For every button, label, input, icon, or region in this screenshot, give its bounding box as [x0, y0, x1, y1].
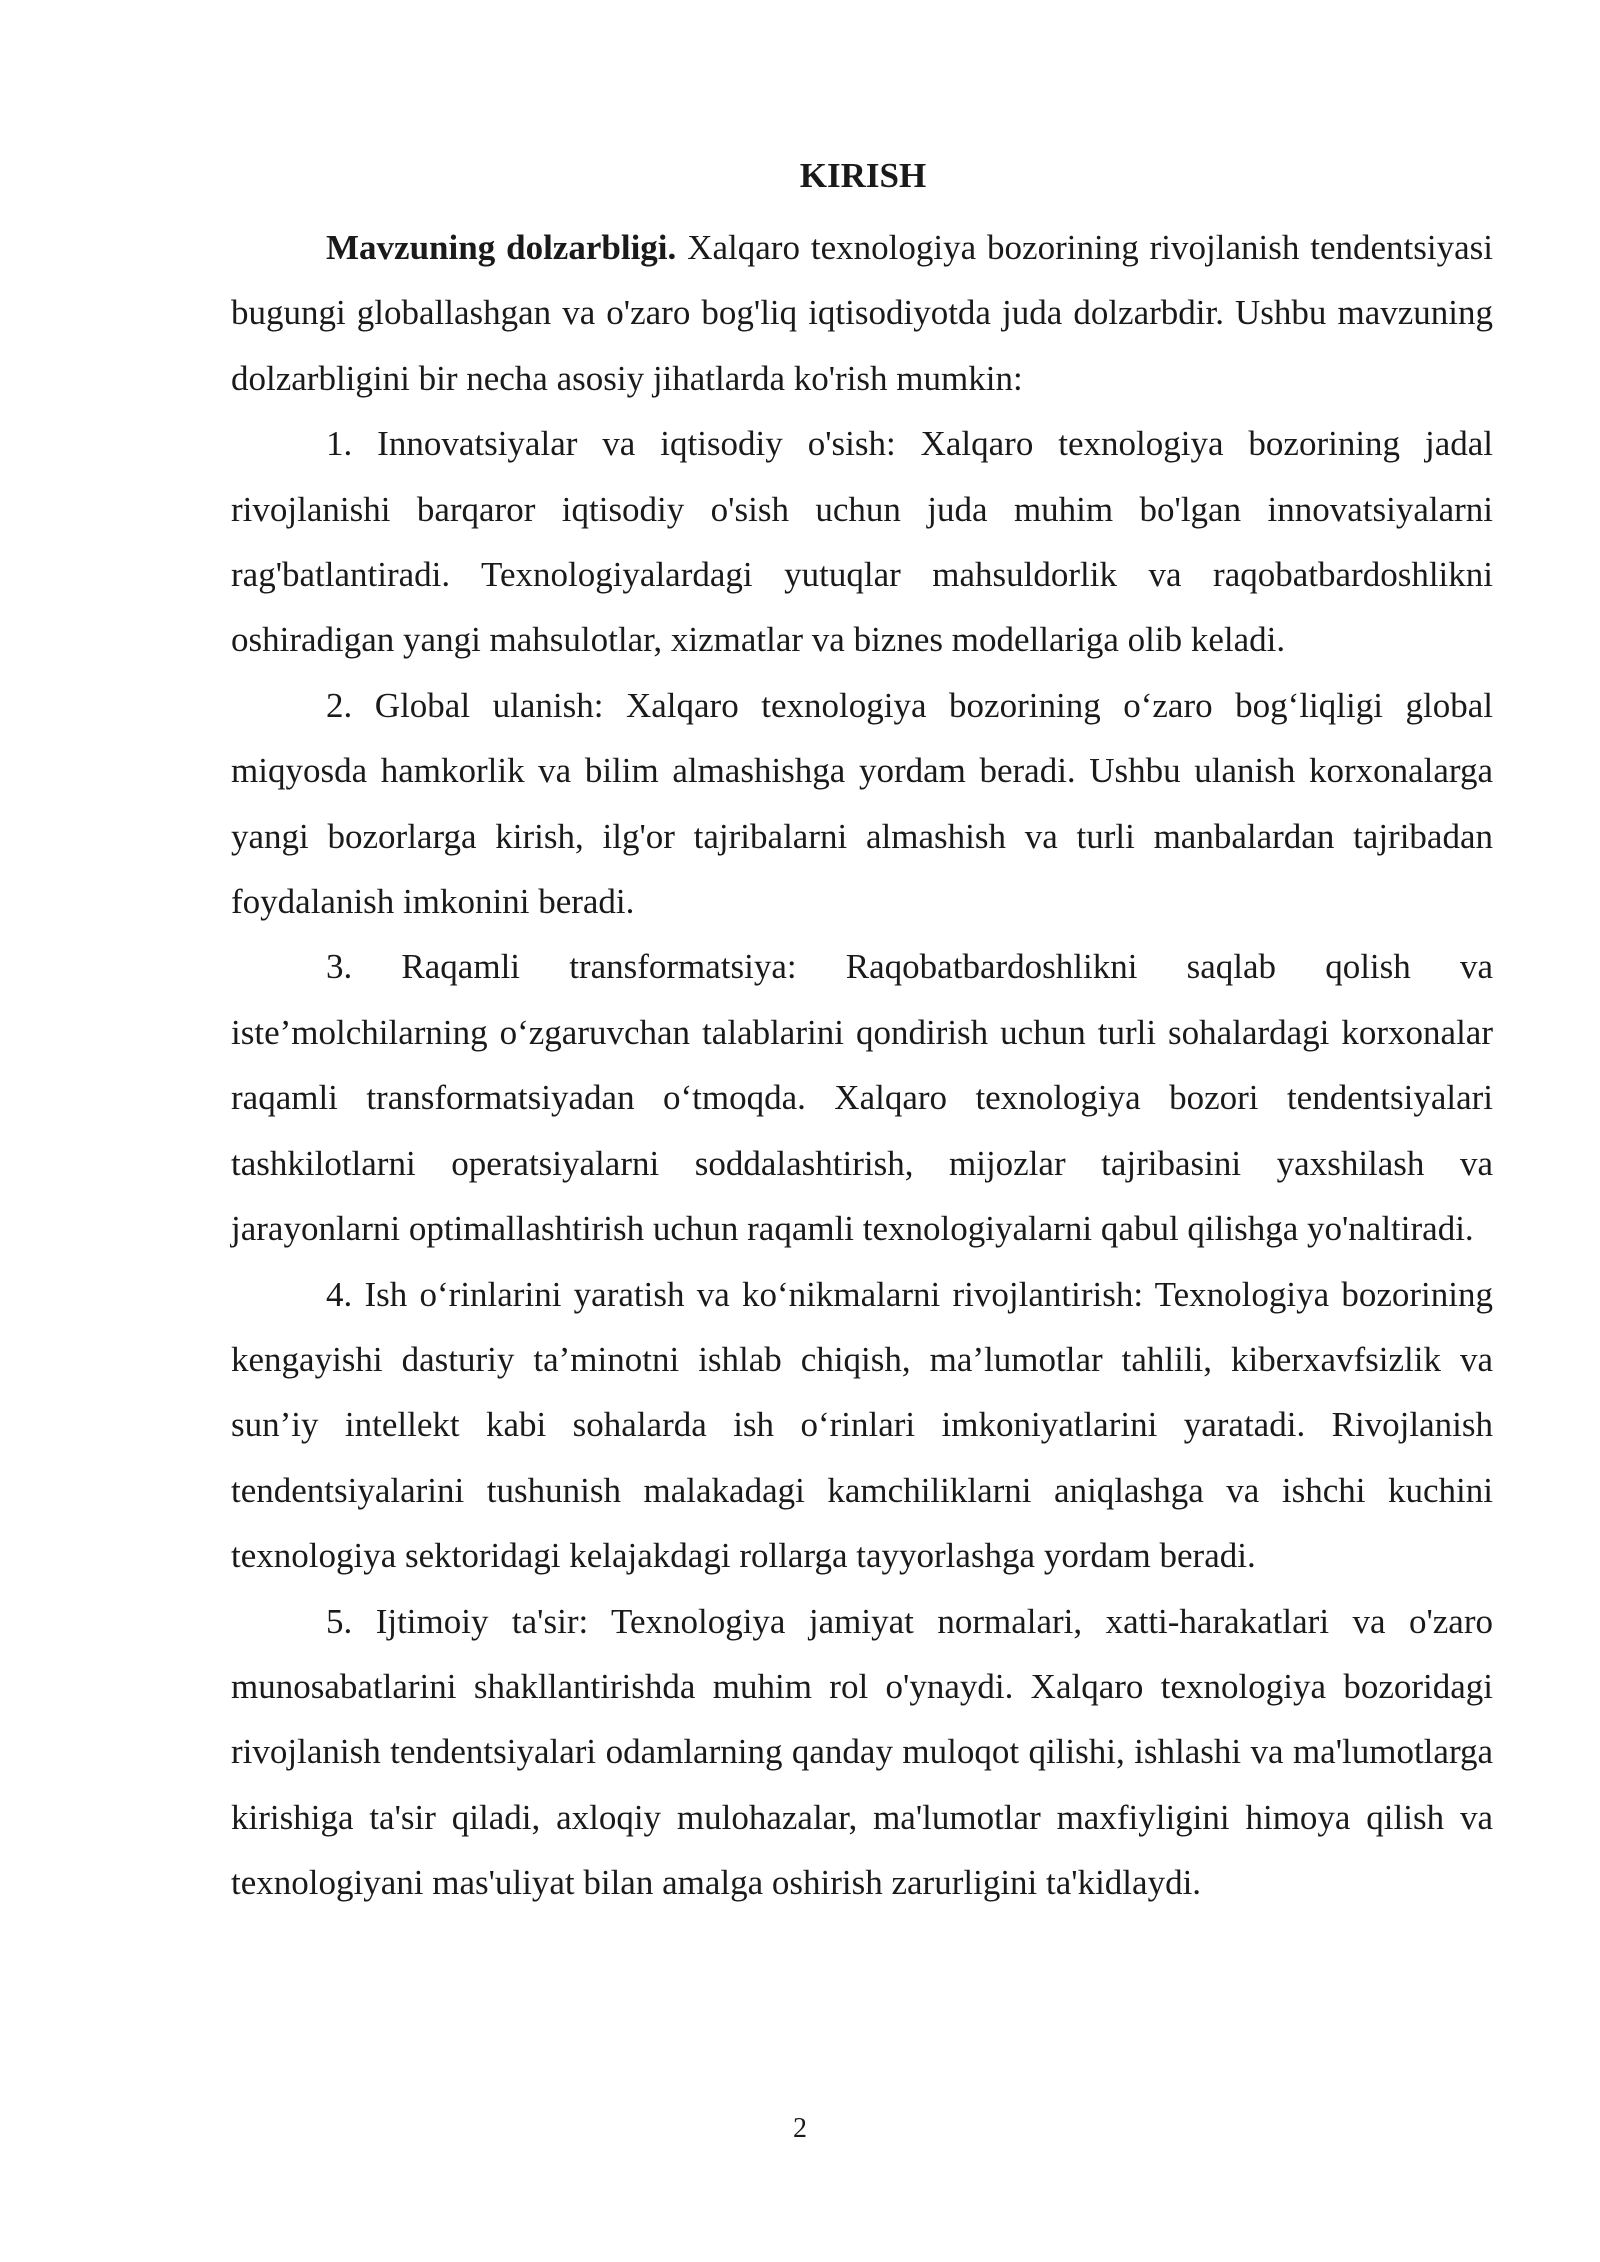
list-item-1: 1. Innovatsiyalar va iqtisodiy o'sish: Xalqaro texnologiya bozorining jadal rivojlanishi barqaror iqtisodiy o'sish uchun juda muhim bo'lgan innovatsiyalarni rag'batlantiradi. Texnologiyalardagi yutuqlar mahsuldorlik va raqobatbardoshlikni oshiradigan yangi mahsulotlar, xizmatlar va biznes modellariga olib keladi. [231, 424, 1493, 660]
page-title: KIRISH [799, 156, 927, 195]
list-item-4: 4. Ish o‘rinlarini yaratish va ko‘nikmalarni rivojlantirish: Texnologiya bozorining kengayishi dasturiy ta’minotni ishlab chiqish, ma’lumotlar tahlili, kiberxavfsizlik va sun’iy intellekt kabi sohalarda ish o‘rinlari imkoniyatlarini yaratadi. Rivojlanish tendentsiyalarini tushunish malakadagi kamchiliklarni aniqlashga va ishchi kuchini texnologiya sektoridagi kelajakdagi rollarga tayyorlashga yordam beradi. [231, 1274, 1493, 1576]
list-item-5: 5. Ijtimoiy ta'sir: Texnologiya jamiyat normalari, xatti-harakatlari va o'zaro munosabatlarini shakllantirishda muhim rol o'ynaydi. Xalqaro texnologiya bozoridagi rivojlanish tendentsiyalari odamlarning qanday muloqot qilishi, ishlashi va ma'lumotlarga kirishiga ta'sir qiladi, axloqiy mulohazalar, ma'lumotlar maxfiyligini himoya qilish va texnologiyani mas'uliyat bilan amalga oshirish zarurligini ta'kidlaydi. [231, 1601, 1493, 1903]
intro-lead: Mavzuning dolzarbligi. [326, 228, 677, 267]
intro-text: Xalqaro texnologiya bozorining rivojlanish tendentsiyasi bugungi globallashgan va o'zaro bog'liq iqtisodiyotda juda dolzarbdir. Ushbu mavzuning dolzarbligini bir necha asosiy jihatlarda ko'rish mumkin: [231, 228, 1494, 398]
intro-paragraph [231, 215, 1493, 411]
list-item-3: 3. Raqamli transformatsiya: Raqobatbardoshlikni saqlab qolish va iste’molchilarning o‘zgaruvchan talablarini qondirish uchun turli sohalardagi korxonalar raqamli transformatsiyadan o‘tmoqda. Xalqaro texnologiya bozori tendentsiyalari tashkilotlarni operatsiyalarni soddalashtirish, mijozlar tajribasini yaxshilash va jarayonlarni optimallashtirish uchun raqamli texnologiyalarni qabul qilishga yo'naltiradi. [231, 947, 1493, 1249]
list-item-2: 2. Global ulanish: Xalqaro texnologiya bozorining o‘zaro bog‘liqligi global miqyosda hamkorlik va bilim almashishga yordam beradi. Ushbu ulanish korxonalarga yangi bozorlarga kirish, ilg'or tajribalarni almashish va turli manbalardan tajribadan foydalanish imkonini beradi. [231, 685, 1493, 922]
document-page [231, 150, 1493, 1916]
page-number: 2 [793, 2113, 807, 2144]
